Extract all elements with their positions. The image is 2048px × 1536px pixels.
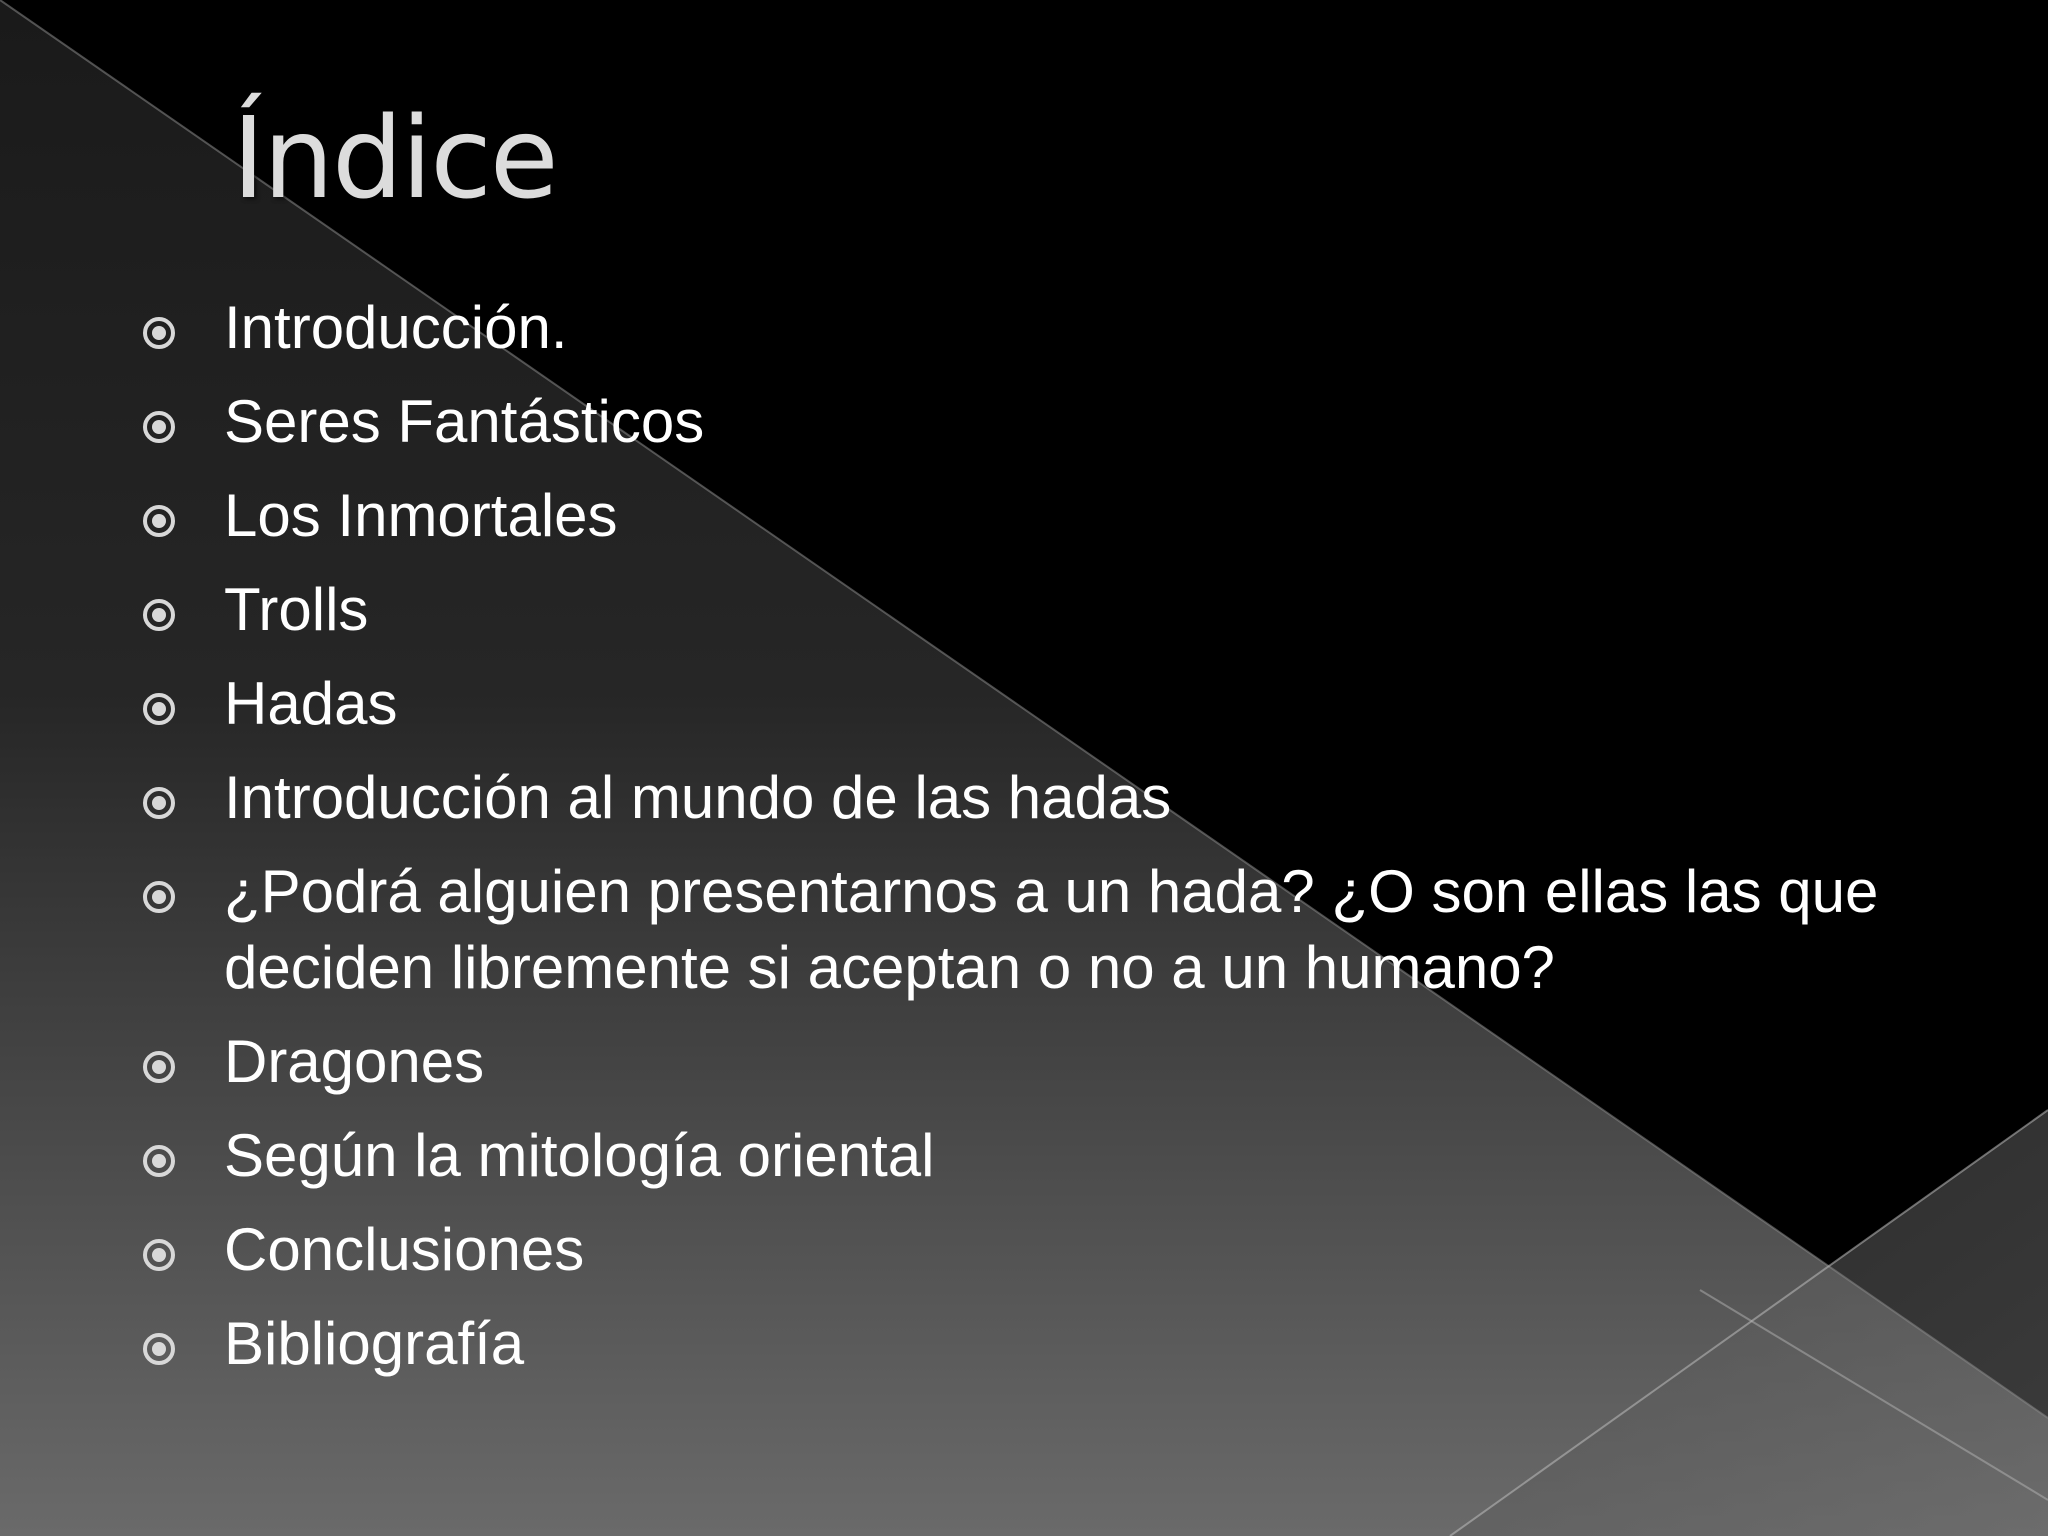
bullet-list [140, 290, 1940, 1400]
bullet-text: Conclusiones [224, 1216, 585, 1283]
circled-dot-icon [142, 598, 176, 632]
bullet-text: Trolls [224, 576, 369, 643]
bullet-text: Según la mitología oriental [224, 1122, 935, 1189]
bullet-text: Hadas [224, 670, 398, 737]
bullet-text: Bibliografía [224, 1310, 525, 1377]
bullet-text: ¿Podrá alguien presentarnos a un hada? ¿O son ellas las que deciden libremente si aceptan o no a un humano? [224, 858, 1879, 1001]
bullet-text: Introducción. [224, 294, 568, 361]
slide-title: Índice [232, 94, 557, 224]
bullet-item [140, 760, 1940, 836]
bullet-text: Seres Fantásticos [224, 388, 705, 455]
bullet-text: Dragones [224, 1028, 485, 1095]
bullet-text: Los Inmortales [224, 482, 618, 549]
circled-dot-icon [142, 410, 176, 444]
bullet-item [140, 478, 1940, 554]
bullet-item [140, 1306, 1940, 1382]
bullet-item [140, 290, 1940, 366]
bullet-item [140, 666, 1940, 742]
bullet-item [140, 854, 1940, 1006]
circled-dot-icon [142, 1332, 176, 1366]
bullet-item [140, 1024, 1940, 1100]
circled-dot-icon [142, 1050, 176, 1084]
circled-dot-icon [142, 786, 176, 820]
circled-dot-icon [142, 504, 176, 538]
bullet-item [140, 1212, 1940, 1288]
circled-dot-icon [142, 692, 176, 726]
bullet-item [140, 1118, 1940, 1194]
circled-dot-icon [142, 1144, 176, 1178]
circled-dot-icon [142, 1238, 176, 1272]
bullet-text: Introducción al mundo de las hadas [224, 764, 1172, 831]
circled-dot-icon [142, 316, 176, 350]
bullet-item [140, 572, 1940, 648]
bullet-item [140, 384, 1940, 460]
circled-dot-icon [142, 880, 176, 914]
